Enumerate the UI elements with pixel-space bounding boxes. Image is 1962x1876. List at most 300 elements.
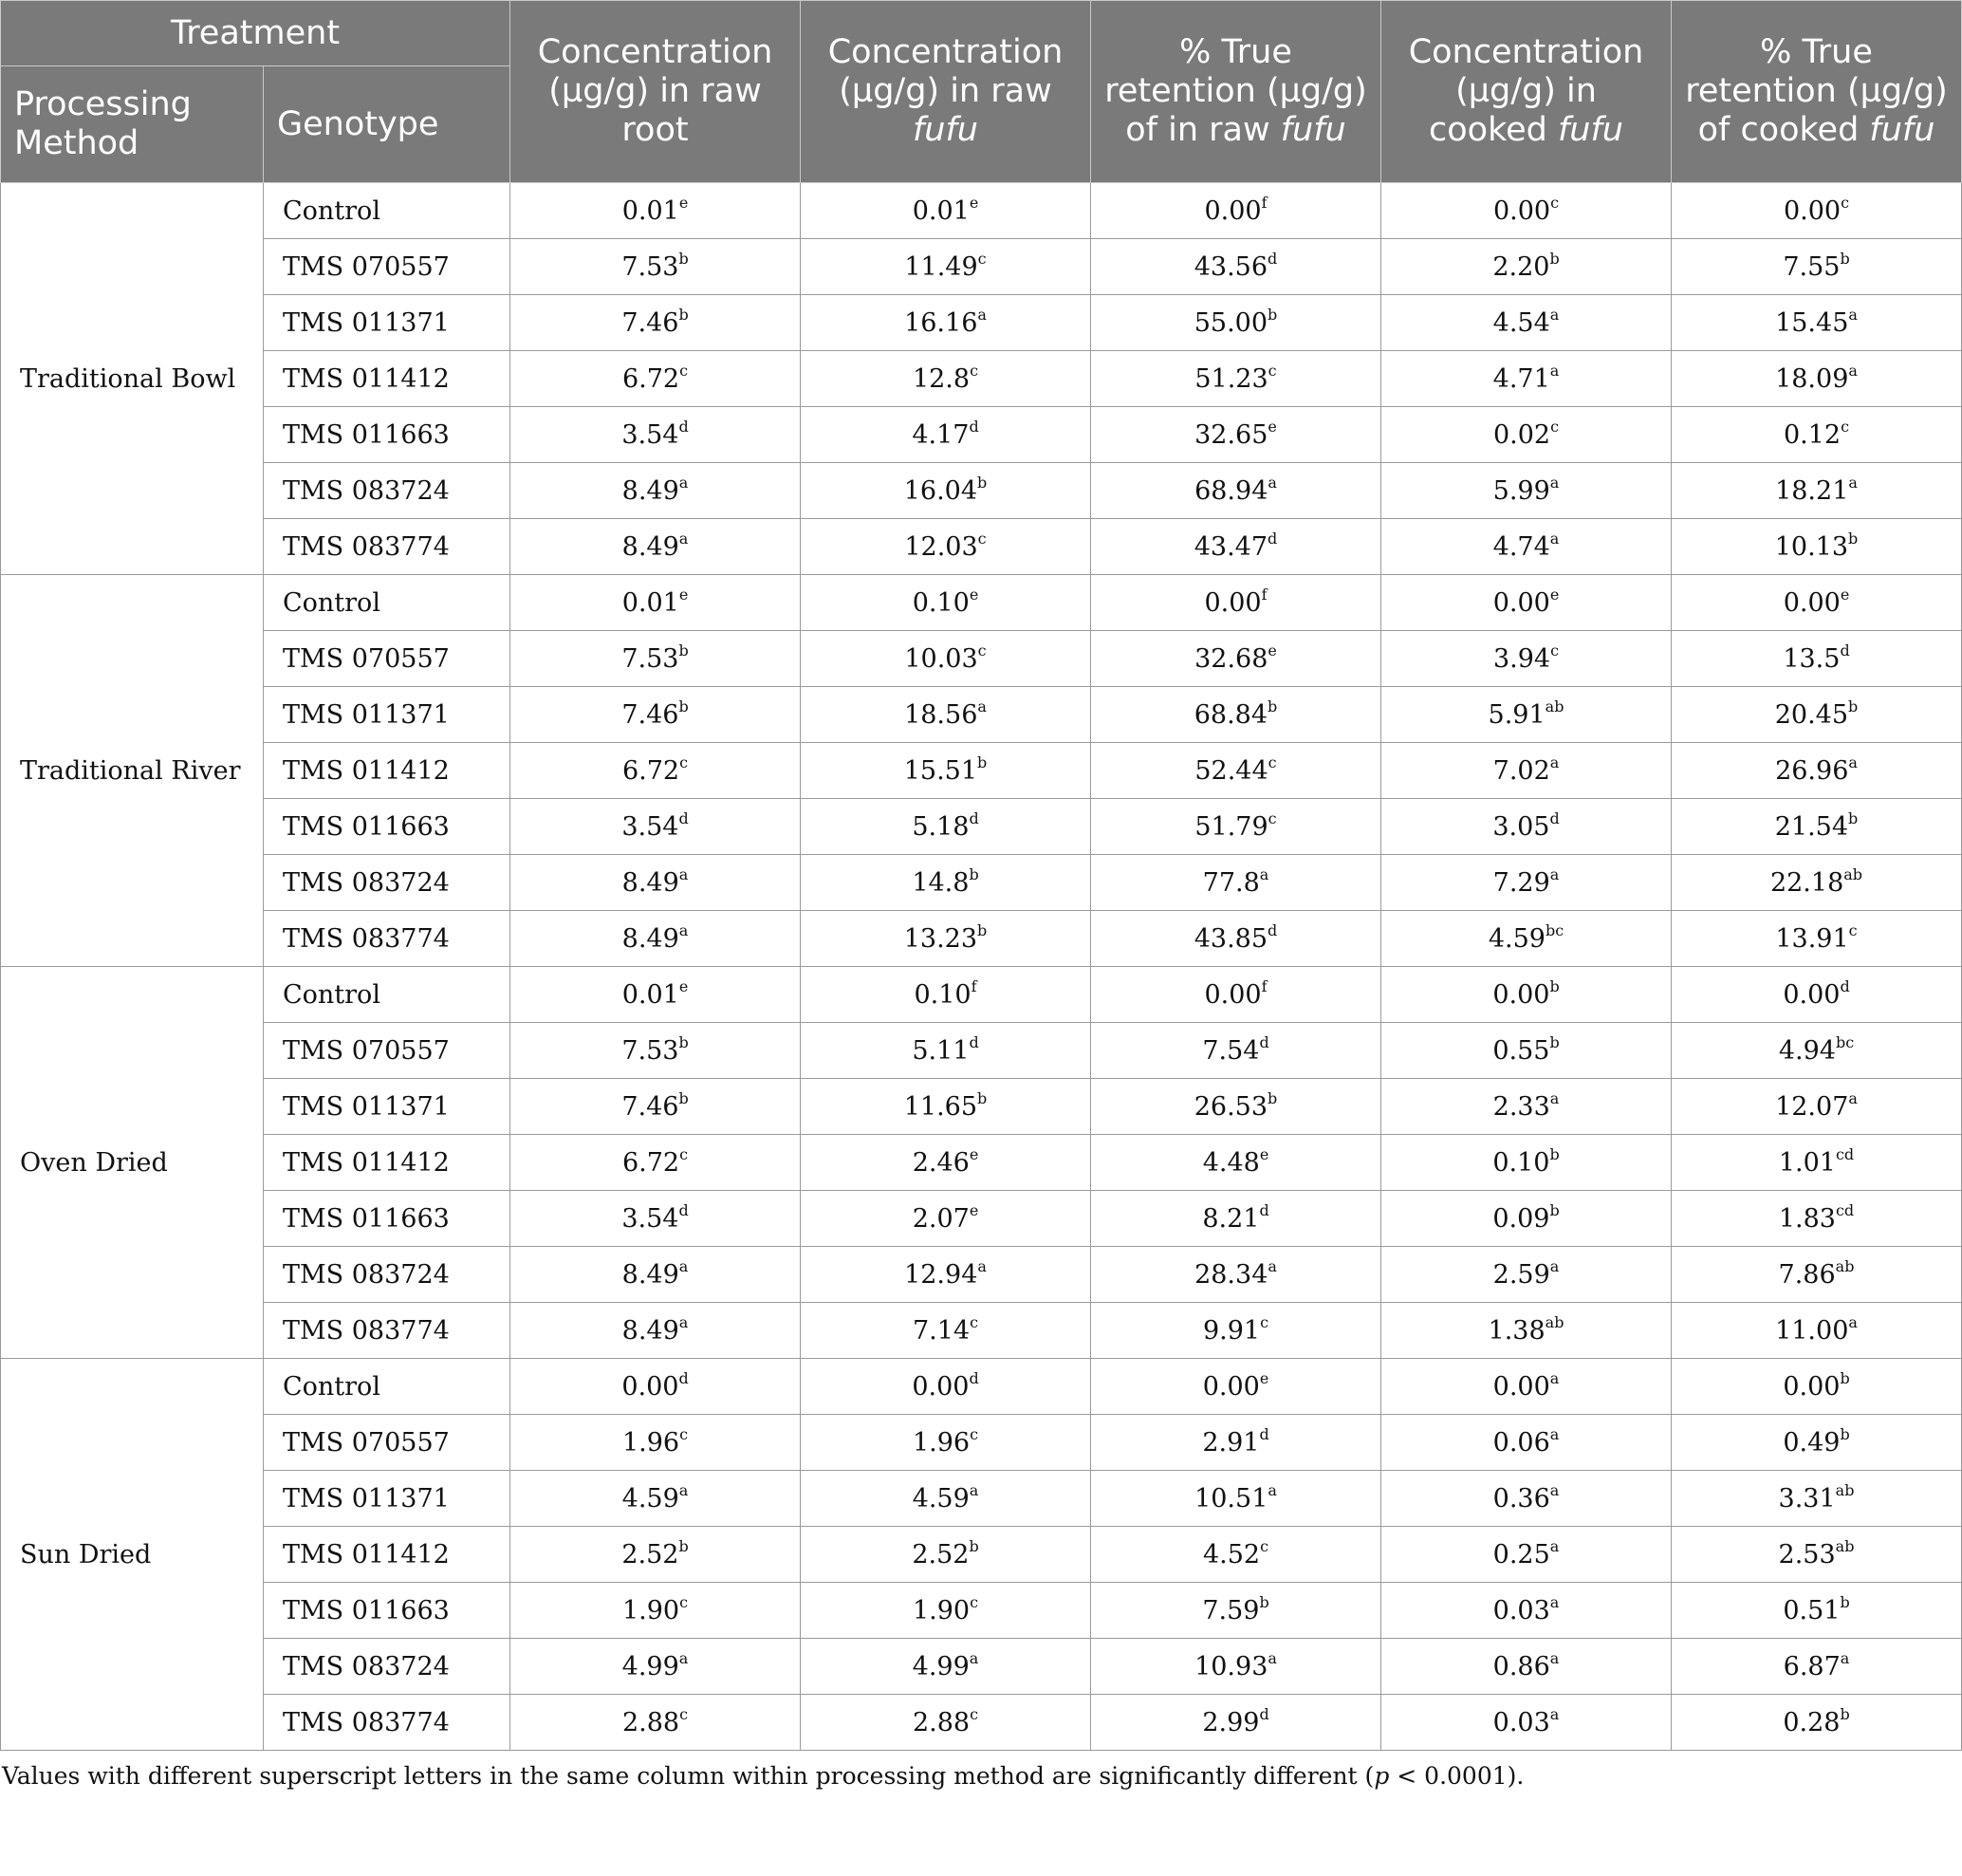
value-number: 2.07 <box>912 1203 970 1234</box>
significance-letter: c <box>970 1424 979 1443</box>
genotype-cell: Control <box>264 183 510 239</box>
value-number: 8.21 <box>1202 1203 1260 1234</box>
value-cell <box>1672 239 1962 295</box>
value-number: 3.31 <box>1778 1483 1836 1514</box>
table-header <box>1 1 1962 183</box>
value-cell <box>1381 1191 1672 1247</box>
significance-letter: b <box>1840 1592 1850 1611</box>
table-row <box>1 575 1962 631</box>
genotype-cell: TMS 083774 <box>264 911 510 967</box>
table-row <box>1 1359 1962 1415</box>
table-row <box>1 239 1962 295</box>
value-number: 2.99 <box>1202 1707 1260 1737</box>
value-cell <box>1091 855 1381 911</box>
value-number: 18.56 <box>904 699 978 730</box>
value-number: 0.00 <box>1492 1371 1550 1402</box>
significance-letter: b <box>969 1536 979 1555</box>
significance-letter: e <box>1840 585 1850 604</box>
significance-letter: a <box>1549 1704 1560 1723</box>
value-number: 55.00 <box>1194 307 1268 338</box>
value-cell <box>1381 519 1672 575</box>
value-number: 10.51 <box>1194 1483 1268 1514</box>
significance-letter: c <box>1841 193 1850 212</box>
value-number: 0.00 <box>1783 195 1842 226</box>
value-cell <box>1381 1303 1672 1359</box>
genotype-cell: TMS 083774 <box>264 1695 510 1751</box>
genotype-cell: Control <box>264 967 510 1023</box>
value-cell <box>801 799 1091 855</box>
significance-letter: ab <box>1835 1256 1855 1275</box>
genotype-cell: TMS 011371 <box>264 1079 510 1135</box>
value-number: 68.84 <box>1194 699 1268 730</box>
value-number: 2.88 <box>912 1707 971 1737</box>
value-cell <box>1672 183 1962 239</box>
value-cell <box>1672 1359 1962 1415</box>
significance-letter: ab <box>1545 697 1564 715</box>
genotype-cell: TMS 083724 <box>264 855 510 911</box>
value-cell <box>801 463 1091 519</box>
table-row <box>1 407 1962 463</box>
value-cell <box>1672 1695 1962 1751</box>
significance-letter: c <box>1268 808 1277 827</box>
value-cell <box>1091 1191 1381 1247</box>
significance-letter: a <box>1549 361 1560 380</box>
significance-letter: a <box>1549 752 1560 771</box>
value-cell <box>801 1247 1091 1303</box>
value-number: 16.16 <box>904 307 978 338</box>
significance-letter: d <box>1268 529 1278 548</box>
significance-letter: c <box>679 1592 689 1611</box>
table-row <box>1 1639 1962 1695</box>
significance-letter: b <box>1848 808 1859 827</box>
value-number: 3.54 <box>621 419 679 450</box>
value-number: 13.91 <box>1775 923 1849 954</box>
value-number: 0.10 <box>1492 1147 1550 1178</box>
significance-letter: b <box>1840 1704 1850 1723</box>
value-cell <box>510 1079 801 1135</box>
value-cell <box>801 1023 1091 1079</box>
value-cell <box>510 575 801 631</box>
genotype-cell: TMS 011663 <box>264 799 510 855</box>
value-cell <box>1091 575 1381 631</box>
value-cell <box>1381 631 1672 687</box>
significance-letter: b <box>678 305 689 324</box>
value-cell <box>1672 1527 1962 1583</box>
value-cell <box>1091 1023 1381 1079</box>
genotype-cell: TMS 070557 <box>264 1023 510 1079</box>
value-cell <box>1672 1415 1962 1471</box>
table-row <box>1 183 1962 239</box>
value-number: 0.00 <box>1492 979 1550 1010</box>
significance-letter: d <box>678 1200 689 1219</box>
value-cell <box>801 855 1091 911</box>
significance-letter: d <box>969 1032 979 1051</box>
value-cell <box>1091 183 1381 239</box>
value-number: 3.94 <box>1492 643 1551 674</box>
table-row <box>1 1471 1962 1527</box>
value-cell <box>1381 1247 1672 1303</box>
significance-letter: c <box>679 1424 689 1443</box>
significance-letter: a <box>1268 1648 1277 1667</box>
value-number: 0.25 <box>1492 1539 1550 1570</box>
value-number: 13.23 <box>903 923 978 954</box>
significance-letter: b <box>1840 1368 1850 1387</box>
value-number: 7.55 <box>1783 251 1841 282</box>
table-row <box>1 1135 1962 1191</box>
significance-letter: f <box>1261 193 1268 212</box>
value-cell <box>1091 1359 1381 1415</box>
significance-letter: a <box>1549 473 1560 492</box>
value-cell <box>1091 1415 1381 1471</box>
value-cell <box>1672 1135 1962 1191</box>
significance-letter: b <box>678 641 689 659</box>
value-number: 8.49 <box>621 923 679 954</box>
significance-letter: c <box>679 1704 689 1723</box>
value-cell <box>1381 183 1672 239</box>
significance-letter: d <box>1840 641 1850 659</box>
value-number: 0.00 <box>1492 587 1550 618</box>
significance-letter: c <box>970 1312 979 1331</box>
value-cell <box>1381 743 1672 799</box>
significance-letter: d <box>1268 920 1278 939</box>
significance-letter: b <box>1259 1592 1269 1611</box>
significance-letter: a <box>1549 1592 1560 1611</box>
value-cell <box>510 967 801 1023</box>
significance-letter: e <box>1259 1144 1269 1163</box>
value-number: 7.53 <box>621 643 679 674</box>
significance-letter: a <box>1549 1368 1560 1387</box>
value-cell <box>1672 295 1962 351</box>
value-number: 2.52 <box>912 1539 970 1570</box>
significance-letter: a <box>1549 1536 1560 1555</box>
significance-letter: e <box>969 1144 979 1163</box>
significance-letter: d <box>678 808 689 827</box>
significance-letter: a <box>969 1480 979 1499</box>
significance-letter: cd <box>1835 1200 1855 1219</box>
significance-letter: cd <box>1835 1144 1855 1163</box>
genotype-cell: TMS 011663 <box>264 407 510 463</box>
value-number: 18.09 <box>1775 363 1849 394</box>
value-cell <box>1381 1471 1672 1527</box>
value-number: 4.54 <box>1492 307 1550 338</box>
value-cell <box>1381 351 1672 407</box>
value-cell <box>1381 1639 1672 1695</box>
value-number: 68.94 <box>1194 475 1268 506</box>
significance-letter: b <box>1848 529 1859 548</box>
value-cell <box>1381 1527 1672 1583</box>
value-number: 5.99 <box>1492 475 1550 506</box>
value-cell <box>510 1023 801 1079</box>
value-cell <box>1381 967 1672 1023</box>
significance-letter: d <box>1840 976 1850 995</box>
significance-letter: e <box>1259 1368 1269 1387</box>
value-number: 20.45 <box>1774 699 1849 730</box>
value-cell <box>1672 911 1962 967</box>
value-cell <box>510 239 801 295</box>
value-cell <box>1091 743 1381 799</box>
value-number: 2.59 <box>1492 1259 1550 1290</box>
value-number: 6.72 <box>621 363 680 394</box>
value-number: 4.99 <box>912 1651 970 1681</box>
value-number: 0.49 <box>1783 1427 1841 1458</box>
value-cell <box>801 575 1091 631</box>
value-number: 0.01 <box>621 587 679 618</box>
genotype-cell: TMS 011663 <box>264 1583 510 1639</box>
significance-letter: b <box>1848 697 1859 715</box>
value-cell <box>510 519 801 575</box>
value-number: 0.10 <box>912 587 970 618</box>
significance-letter: a <box>969 1648 979 1667</box>
value-cell <box>801 1639 1091 1695</box>
significance-letter: b <box>678 249 689 268</box>
value-number: 2.46 <box>912 1147 970 1178</box>
table-row <box>1 1415 1962 1471</box>
value-cell <box>801 1191 1091 1247</box>
value-cell <box>510 687 801 743</box>
significance-letter: e <box>1268 641 1277 659</box>
significance-letter: c <box>679 361 689 380</box>
significance-letter: b <box>1268 1088 1278 1107</box>
value-cell <box>510 1303 801 1359</box>
value-cell <box>1381 407 1672 463</box>
value-number: 7.53 <box>621 251 679 282</box>
value-number: 0.01 <box>621 979 679 1010</box>
value-number: 8.49 <box>621 531 679 562</box>
significance-letter: c <box>679 752 689 771</box>
significance-letter: b <box>977 473 988 492</box>
significance-letter: c <box>970 1704 979 1723</box>
table-row <box>1 519 1962 575</box>
value-cell <box>801 1303 1091 1359</box>
significance-letter: a <box>1549 1648 1560 1667</box>
value-number: 0.12 <box>1783 419 1842 450</box>
value-number: 7.29 <box>1492 867 1550 898</box>
genotype-header: Genotype <box>264 66 510 183</box>
significance-letter: d <box>1268 249 1278 268</box>
value-cell <box>510 631 801 687</box>
value-number: 7.54 <box>1202 1035 1260 1066</box>
value-cell <box>1672 1023 1962 1079</box>
value-number: 5.18 <box>912 811 970 842</box>
value-cell <box>1672 743 1962 799</box>
value-number: 4.74 <box>1492 531 1550 562</box>
significance-letter: b <box>1840 1424 1850 1443</box>
value-cell <box>801 1415 1091 1471</box>
significance-letter: a <box>678 1480 689 1499</box>
table-row <box>1 911 1962 967</box>
value-number: 43.47 <box>1194 531 1268 562</box>
significance-letter: c <box>1260 1312 1269 1331</box>
table-row <box>1 631 1962 687</box>
value-cell <box>1381 799 1672 855</box>
genotype-cell: TMS 011412 <box>264 1527 510 1583</box>
value-cell <box>1091 1247 1381 1303</box>
value-number: 0.01 <box>912 195 970 226</box>
value-number: 8.49 <box>621 475 679 506</box>
value-cell <box>1672 1247 1962 1303</box>
significance-letter: e <box>678 585 689 604</box>
significance-letter: a <box>1840 1648 1850 1667</box>
value-cell <box>1672 575 1962 631</box>
significance-letter: b <box>1840 249 1850 268</box>
significance-letter: b <box>1549 976 1560 995</box>
value-cell <box>1672 1303 1962 1359</box>
value-number: 51.79 <box>1194 811 1268 842</box>
significance-letter: b <box>977 920 988 939</box>
value-number: 15.45 <box>1775 307 1849 338</box>
value-number: 6.72 <box>621 1147 680 1178</box>
table-row <box>1 687 1962 743</box>
value-number: 2.20 <box>1492 251 1550 282</box>
value-number: 2.33 <box>1492 1091 1550 1122</box>
value-number: 0.00 <box>621 1371 679 1402</box>
significance-letter: b <box>969 864 979 883</box>
table-row <box>1 1079 1962 1135</box>
value-number: 18.21 <box>1775 475 1849 506</box>
genotype-cell: TMS 070557 <box>264 239 510 295</box>
value-number: 26.53 <box>1194 1091 1268 1122</box>
genotype-cell: Control <box>264 575 510 631</box>
value-number: 0.00 <box>1783 1371 1841 1402</box>
value-cell <box>1672 463 1962 519</box>
value-cell <box>510 1639 801 1695</box>
value-cell <box>510 1583 801 1639</box>
value-number: 0.36 <box>1492 1483 1550 1514</box>
value-cell <box>1091 1583 1381 1639</box>
genotype-cell: TMS 011371 <box>264 295 510 351</box>
value-cell <box>1091 631 1381 687</box>
significance-letter: a <box>1549 529 1560 548</box>
table-row <box>1 1583 1962 1639</box>
value-number: 7.46 <box>621 1091 679 1122</box>
value-cell <box>510 799 801 855</box>
significance-letter: a <box>1268 473 1277 492</box>
value-cell <box>801 1079 1091 1135</box>
value-number: 0.10 <box>914 979 972 1010</box>
value-cell <box>1381 687 1672 743</box>
value-cell <box>1381 911 1672 967</box>
value-cell <box>1381 463 1672 519</box>
table-row <box>1 1303 1962 1359</box>
significance-letter: ab <box>1843 864 1863 883</box>
significance-letter: d <box>969 1368 979 1387</box>
value-cell <box>1672 519 1962 575</box>
value-number: 4.48 <box>1202 1147 1260 1178</box>
value-cell <box>1672 687 1962 743</box>
value-number: 26.96 <box>1775 755 1849 786</box>
significance-letter: b <box>678 1032 689 1051</box>
value-cell <box>1672 1471 1962 1527</box>
value-cell <box>510 1135 801 1191</box>
significance-letter: f <box>971 976 977 995</box>
value-cell <box>1091 407 1381 463</box>
significance-letter: a <box>678 864 689 883</box>
significance-letter: c <box>977 529 987 548</box>
value-cell <box>510 1247 801 1303</box>
value-number: 0.00 <box>912 1371 970 1402</box>
value-cell <box>801 967 1091 1023</box>
value-number: 32.68 <box>1194 643 1268 674</box>
processing-method-header: Processing Method <box>1 66 264 183</box>
significance-letter: d <box>678 1368 689 1387</box>
processing-method-cell: Sun Dried <box>1 1359 264 1751</box>
significance-letter: e <box>1268 417 1277 436</box>
genotype-cell: Control <box>264 1359 510 1415</box>
significance-letter: e <box>1549 585 1560 604</box>
value-number: 6.87 <box>1783 1651 1841 1681</box>
value-number: 13.5 <box>1783 643 1841 674</box>
significance-letter: d <box>1259 1704 1269 1723</box>
value-number: 51.23 <box>1194 363 1268 394</box>
col-header-raw-fufu-retention: % True retention (µg/g) of in raw fufu <box>1091 1 1381 183</box>
value-cell <box>510 407 801 463</box>
value-number: 3.54 <box>621 1203 679 1234</box>
value-number: 12.8 <box>912 363 971 394</box>
value-cell <box>801 1359 1091 1415</box>
value-cell <box>801 687 1091 743</box>
value-cell <box>1381 1079 1672 1135</box>
value-cell <box>801 1135 1091 1191</box>
value-cell <box>510 463 801 519</box>
value-number: 7.59 <box>1202 1595 1260 1625</box>
value-number: 4.59 <box>1488 923 1546 954</box>
value-number: 7.86 <box>1778 1259 1836 1290</box>
significance-letter: b <box>1268 697 1278 715</box>
value-number: 43.85 <box>1194 923 1268 954</box>
value-number: 10.03 <box>904 643 978 674</box>
value-cell <box>1672 1079 1962 1135</box>
value-number: 10.13 <box>1774 531 1849 562</box>
significance-letter: a <box>1549 1480 1560 1499</box>
value-cell <box>1091 463 1381 519</box>
genotype-cell: TMS 083774 <box>264 1303 510 1359</box>
significance-letter: a <box>1549 1424 1560 1443</box>
value-number: 7.14 <box>912 1315 971 1346</box>
value-cell <box>510 1191 801 1247</box>
value-cell <box>801 239 1091 295</box>
value-number: 21.54 <box>1774 811 1849 842</box>
table-row <box>1 351 1962 407</box>
processing-method-cell: Traditional River <box>1 575 264 967</box>
genotype-cell: TMS 011371 <box>264 1471 510 1527</box>
table-row <box>1 1527 1962 1583</box>
significance-letter: bc <box>1835 1032 1855 1051</box>
significance-letter: a <box>678 1312 689 1331</box>
value-number: 2.52 <box>621 1539 679 1570</box>
genotype-cell: TMS 070557 <box>264 631 510 687</box>
significance-letter: c <box>1550 641 1560 659</box>
significance-letter: a <box>1549 1256 1560 1275</box>
table-row <box>1 1023 1962 1079</box>
significance-letter: c <box>1260 1536 1269 1555</box>
value-number: 12.07 <box>1775 1091 1849 1122</box>
significance-letter: d <box>1259 1424 1269 1443</box>
genotype-cell: TMS 083724 <box>264 463 510 519</box>
significance-letter: e <box>678 976 689 995</box>
significance-letter: a <box>977 305 987 324</box>
genotype-cell: TMS 070557 <box>264 1415 510 1471</box>
significance-letter: a <box>678 1256 689 1275</box>
table-body <box>1 183 1962 1751</box>
value-number: 0.00 <box>1204 587 1262 618</box>
significance-letter: c <box>1268 361 1277 380</box>
significance-letter: a <box>1549 1088 1560 1107</box>
value-number: 0.03 <box>1492 1707 1550 1737</box>
value-cell <box>510 911 801 967</box>
significance-letter: c <box>970 1592 979 1611</box>
significance-letter: a <box>1549 864 1560 883</box>
table-row <box>1 1247 1962 1303</box>
